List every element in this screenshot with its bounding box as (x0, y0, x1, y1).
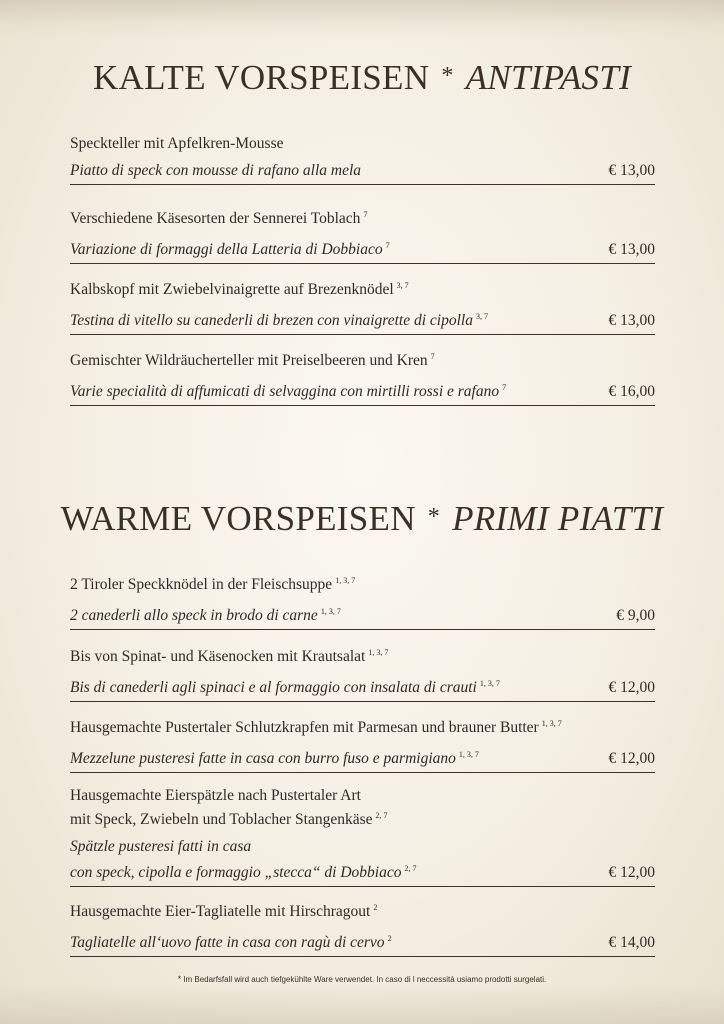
menu-item (70, 347, 655, 406)
menu-item (70, 134, 655, 185)
allergen-codes: 3, 7 (396, 281, 409, 290)
dish-name-de: Verschiedene Käsesorten der Sennerei Toblach $^7$ (70, 210, 368, 227)
dish-price: € 13,00 (608, 241, 655, 258)
allergen-codes: 1, 3, 7 (541, 719, 562, 728)
dish-name-de: Bis von Spinat- und Käsenocken mit Krautsalat $^{1, 3, 7}$ (70, 648, 389, 665)
paper-texture-top (0, 0, 724, 40)
dish-name-it: Tagliatelle all‘uovo fatte in casa con ragù di cervo $^2$ (70, 934, 392, 951)
allergen-codes: 2 (373, 903, 378, 912)
dish-price: € 12,00 (608, 750, 655, 767)
dish-name-it: Varie specialità di affumicati di selvaggina con mirtilli rossi e rafano $^7$ (70, 383, 507, 400)
dish-name-it: Testina di vitello su canederli di brezen con vinaigrette di cipolla $^{3, 7}$ (70, 312, 488, 329)
dish-name-de: Hausgemachte Pustertaler Schlutzkrapfen mit Parmesan und brauner Butter $^{1, 3, 7}$ (70, 719, 562, 736)
section-title-de: KALTE VORSPEISEN (92, 58, 430, 97)
menu-item (70, 205, 655, 264)
allergen-codes: 1, 3, 7 (320, 607, 341, 616)
footnote-text: Im Bedarfsfall wird auch tiefgekühlte Ware verwendet. In caso di l neccessità usiamo prodotti surgelati. (183, 975, 547, 984)
allergen-codes: 1, 3, 7 (458, 750, 479, 759)
section-title-de: WARME VORSPEISEN (60, 499, 416, 538)
dish-name-it-line2: con speck, cipolla e formaggio „stecca“ di Dobbiaco $^{2, 7}$ (70, 864, 417, 881)
menu-item (70, 898, 655, 957)
menu-item (70, 643, 655, 702)
dish-name-it: 2 canederli allo speck in brodo di carne $^{1, 3, 7}$ (70, 607, 341, 624)
dish-price: € 12,00 (608, 679, 655, 696)
section-title-cold-starters (0, 58, 724, 98)
section-title-it: ANTIPASTI (465, 58, 632, 97)
dish-name-de: Kalbskopf mit Zwiebelvinaigrette auf Brezenknödel $^{3, 7}$ (70, 281, 409, 298)
dish-price: € 13,00 (608, 162, 655, 179)
allergen-codes: 2 (387, 934, 392, 943)
allergen-codes: 2, 7 (375, 811, 388, 820)
allergen-codes: 7 (430, 352, 435, 361)
dish-name-de: 2 Tiroler Speckknödel in der Fleischsuppe $^{1, 3, 7}$ (70, 576, 356, 593)
menu-item (70, 571, 655, 630)
dish-price: € 12,00 (608, 864, 655, 881)
asterisk-icon: * (177, 974, 182, 984)
dish-name-de: Speckteller mit Apfelkren-Mousse (70, 135, 284, 152)
dish-name-it: Bis di canederli agli spinaci e al formaggio con insalata di crauti $^{1, 3, 7}$ (70, 679, 500, 696)
allergen-codes: 1, 3, 7 (335, 576, 356, 585)
dish-price: € 9,00 (616, 607, 655, 624)
allergen-codes: 3, 7 (475, 312, 488, 321)
paper-texture-bottom (0, 984, 724, 1024)
dish-name-de-line1: Hausgemachte Eierspätzle nach Pustertaler Art (70, 787, 361, 804)
dish-name-it: Piatto di speck con mousse di rafano alla mela (70, 162, 362, 179)
dish-name-de: Hausgemachte Eier-Tagliatelle mit Hirschragout $^2$ (70, 903, 378, 920)
dish-price: € 14,00 (608, 934, 655, 951)
dish-name-it-line1: Spätzle pusteresi fatti in casa (70, 838, 252, 855)
section-title-it: PRIMI PIATTI (452, 499, 664, 538)
menu-item (70, 714, 655, 773)
allergen-codes: 1, 3, 7 (479, 679, 500, 688)
dish-name-it: Mezzelune pusteresi fatte in casa con burro fuso e parmigiano $^{1, 3, 7}$ (70, 750, 479, 767)
allergen-codes: 1, 3, 7 (368, 648, 389, 657)
footnote (0, 974, 724, 984)
dish-name-de-line2: mit Speck, Zwiebeln und Toblacher Stangenkäse $^{2, 7}$ (70, 811, 388, 828)
allergen-codes: 7 (385, 241, 390, 250)
dish-name-de: Gemischter Wildräucherteller mit Preiselbeeren und Kren $^7$ (70, 352, 435, 369)
section-title-warm-starters (0, 499, 724, 539)
star-separator-icon: * (427, 504, 441, 530)
dish-name-it: Variazione di formaggi della Latteria di Dobbiaco $^7$ (70, 241, 390, 258)
star-separator-icon: * (441, 63, 454, 89)
dish-price: € 13,00 (608, 312, 655, 329)
allergen-codes: 7 (363, 210, 368, 219)
dish-price: € 16,00 (608, 383, 655, 400)
menu-item (70, 276, 655, 335)
menu-item (70, 786, 655, 887)
allergen-codes: 2, 7 (404, 864, 417, 873)
allergen-codes: 7 (502, 383, 507, 392)
